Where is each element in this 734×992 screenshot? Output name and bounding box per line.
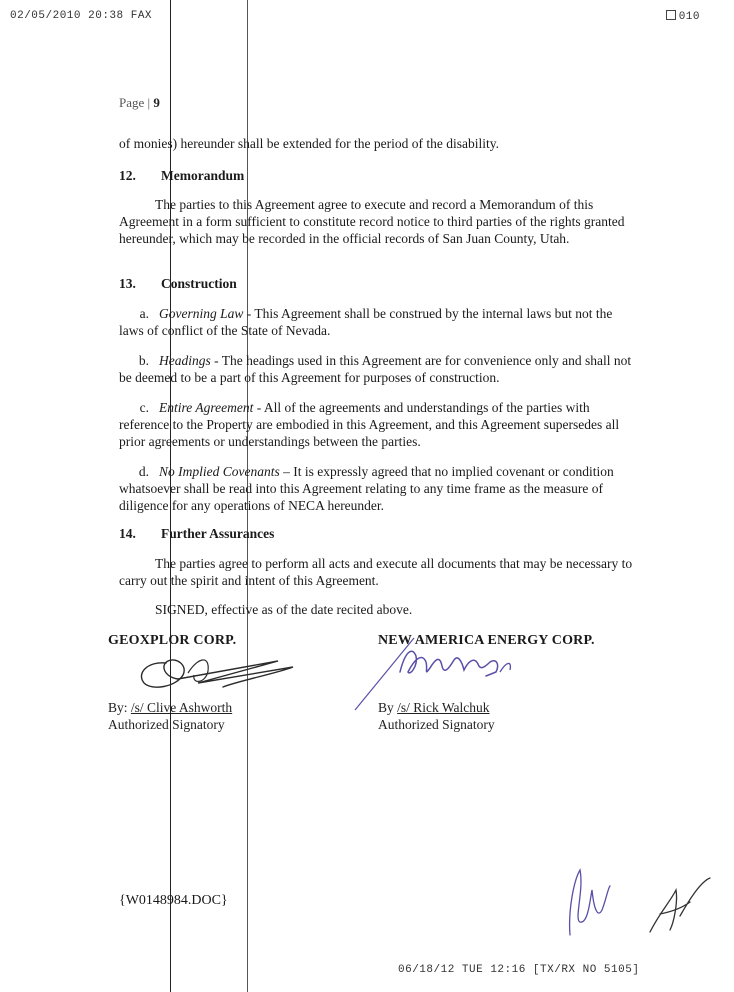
fax-page-icon [666, 10, 676, 20]
item-title: No Implied Covenants [159, 464, 280, 479]
section-12-heading [119, 168, 419, 186]
signer-neca [378, 699, 678, 733]
section-title: Memorandum [161, 168, 245, 183]
section-14-paragraph: The parties agree to perform all acts and execute all documents that may be necessary to carry out the spirit and intent of this Agreement. [119, 556, 633, 588]
section-number: 12. [119, 168, 136, 183]
page-number [119, 95, 160, 111]
document-reference: {W0148984.DOC} [119, 893, 228, 908]
fax-header: 02/05/2010 20:38 FAX [10, 10, 153, 22]
signer-role: Authorized Signatory [108, 717, 225, 732]
company-name: NEW AMERICA ENERGY CORP. [378, 633, 595, 648]
company-name: GEOXPLOR CORP. [108, 633, 237, 648]
initials-rw-graphic [560, 860, 620, 940]
section-14-heading [119, 526, 419, 544]
item-text: - This Agreement shall be construed by the internal laws but not the laws of conflict of the State of Nevada. [119, 306, 613, 338]
page-label: Page | [119, 95, 151, 110]
section-title: Construction [161, 276, 237, 291]
signature-geoxplor-graphic [128, 643, 308, 693]
item-letter: b. [138, 353, 149, 368]
item-title: Entire Agreement [159, 400, 254, 415]
by-prefix: By [378, 700, 398, 715]
section-12-paragraph: The parties to this Agreement agree to execute and record a Memorandum of this Agreement in a form sufficient to constitute record notice to third parties of the rights granted hereunder, which may be recorded in the official records of San Juan County, Utah. [119, 197, 625, 246]
section-number: 13. [119, 276, 136, 291]
item-letter: a. [139, 306, 149, 321]
signer-name: /s/ Clive Ashworth [130, 700, 233, 715]
item-letter: d. [138, 464, 149, 479]
signer-name: /s/ Rick Walchuk [397, 700, 490, 715]
item-title: Governing Law [159, 306, 244, 321]
section-13-heading [119, 276, 419, 294]
signed-statement: SIGNED, effective as of the date recited above. [155, 602, 413, 617]
by-prefix: By: [108, 700, 131, 715]
item-letter: c. [139, 400, 149, 415]
fax-footer: 06/18/12 TUE 12:16 [TX/RX NO 5105] [398, 964, 640, 976]
section-13c-paragraph [119, 399, 639, 450]
signed-by-line [378, 699, 678, 716]
item-text: - The headings used in this Agreement are for convenience only and shall not be deemed to be a part of this Agreement for purposes of construction. [119, 353, 632, 385]
continuation-text: of monies) hereunder shall be extended for the period of the disability. [119, 136, 500, 151]
item-text: – It is expressly agreed that no implied covenant or condition whatsoever shall be read into this Agreement relating to any time frame as the measure of diligence for any operations of NECA hereunder. [119, 464, 614, 513]
item-text: - All of the agreements and understandings of the parties with reference to the Property are embodied in this Agreement, and this Agreement supersedes all prior agreements or understandings between the parties. [119, 400, 620, 449]
initials-ca-graphic [640, 872, 720, 942]
section-13a-paragraph [119, 305, 639, 339]
signer-role: Authorized Signatory [378, 717, 495, 732]
section-title: Further Assurances [161, 526, 275, 541]
item-title: Headings [159, 353, 211, 368]
page-number-value: 9 [153, 95, 160, 110]
section-13b-paragraph [119, 352, 639, 386]
fax-page-number [666, 10, 700, 23]
section-number: 14. [119, 526, 136, 541]
signer-geoxplor [108, 699, 338, 733]
fax-page-value: 010 [678, 11, 700, 23]
section-13d-paragraph [119, 463, 639, 514]
signed-by-line [108, 699, 338, 716]
